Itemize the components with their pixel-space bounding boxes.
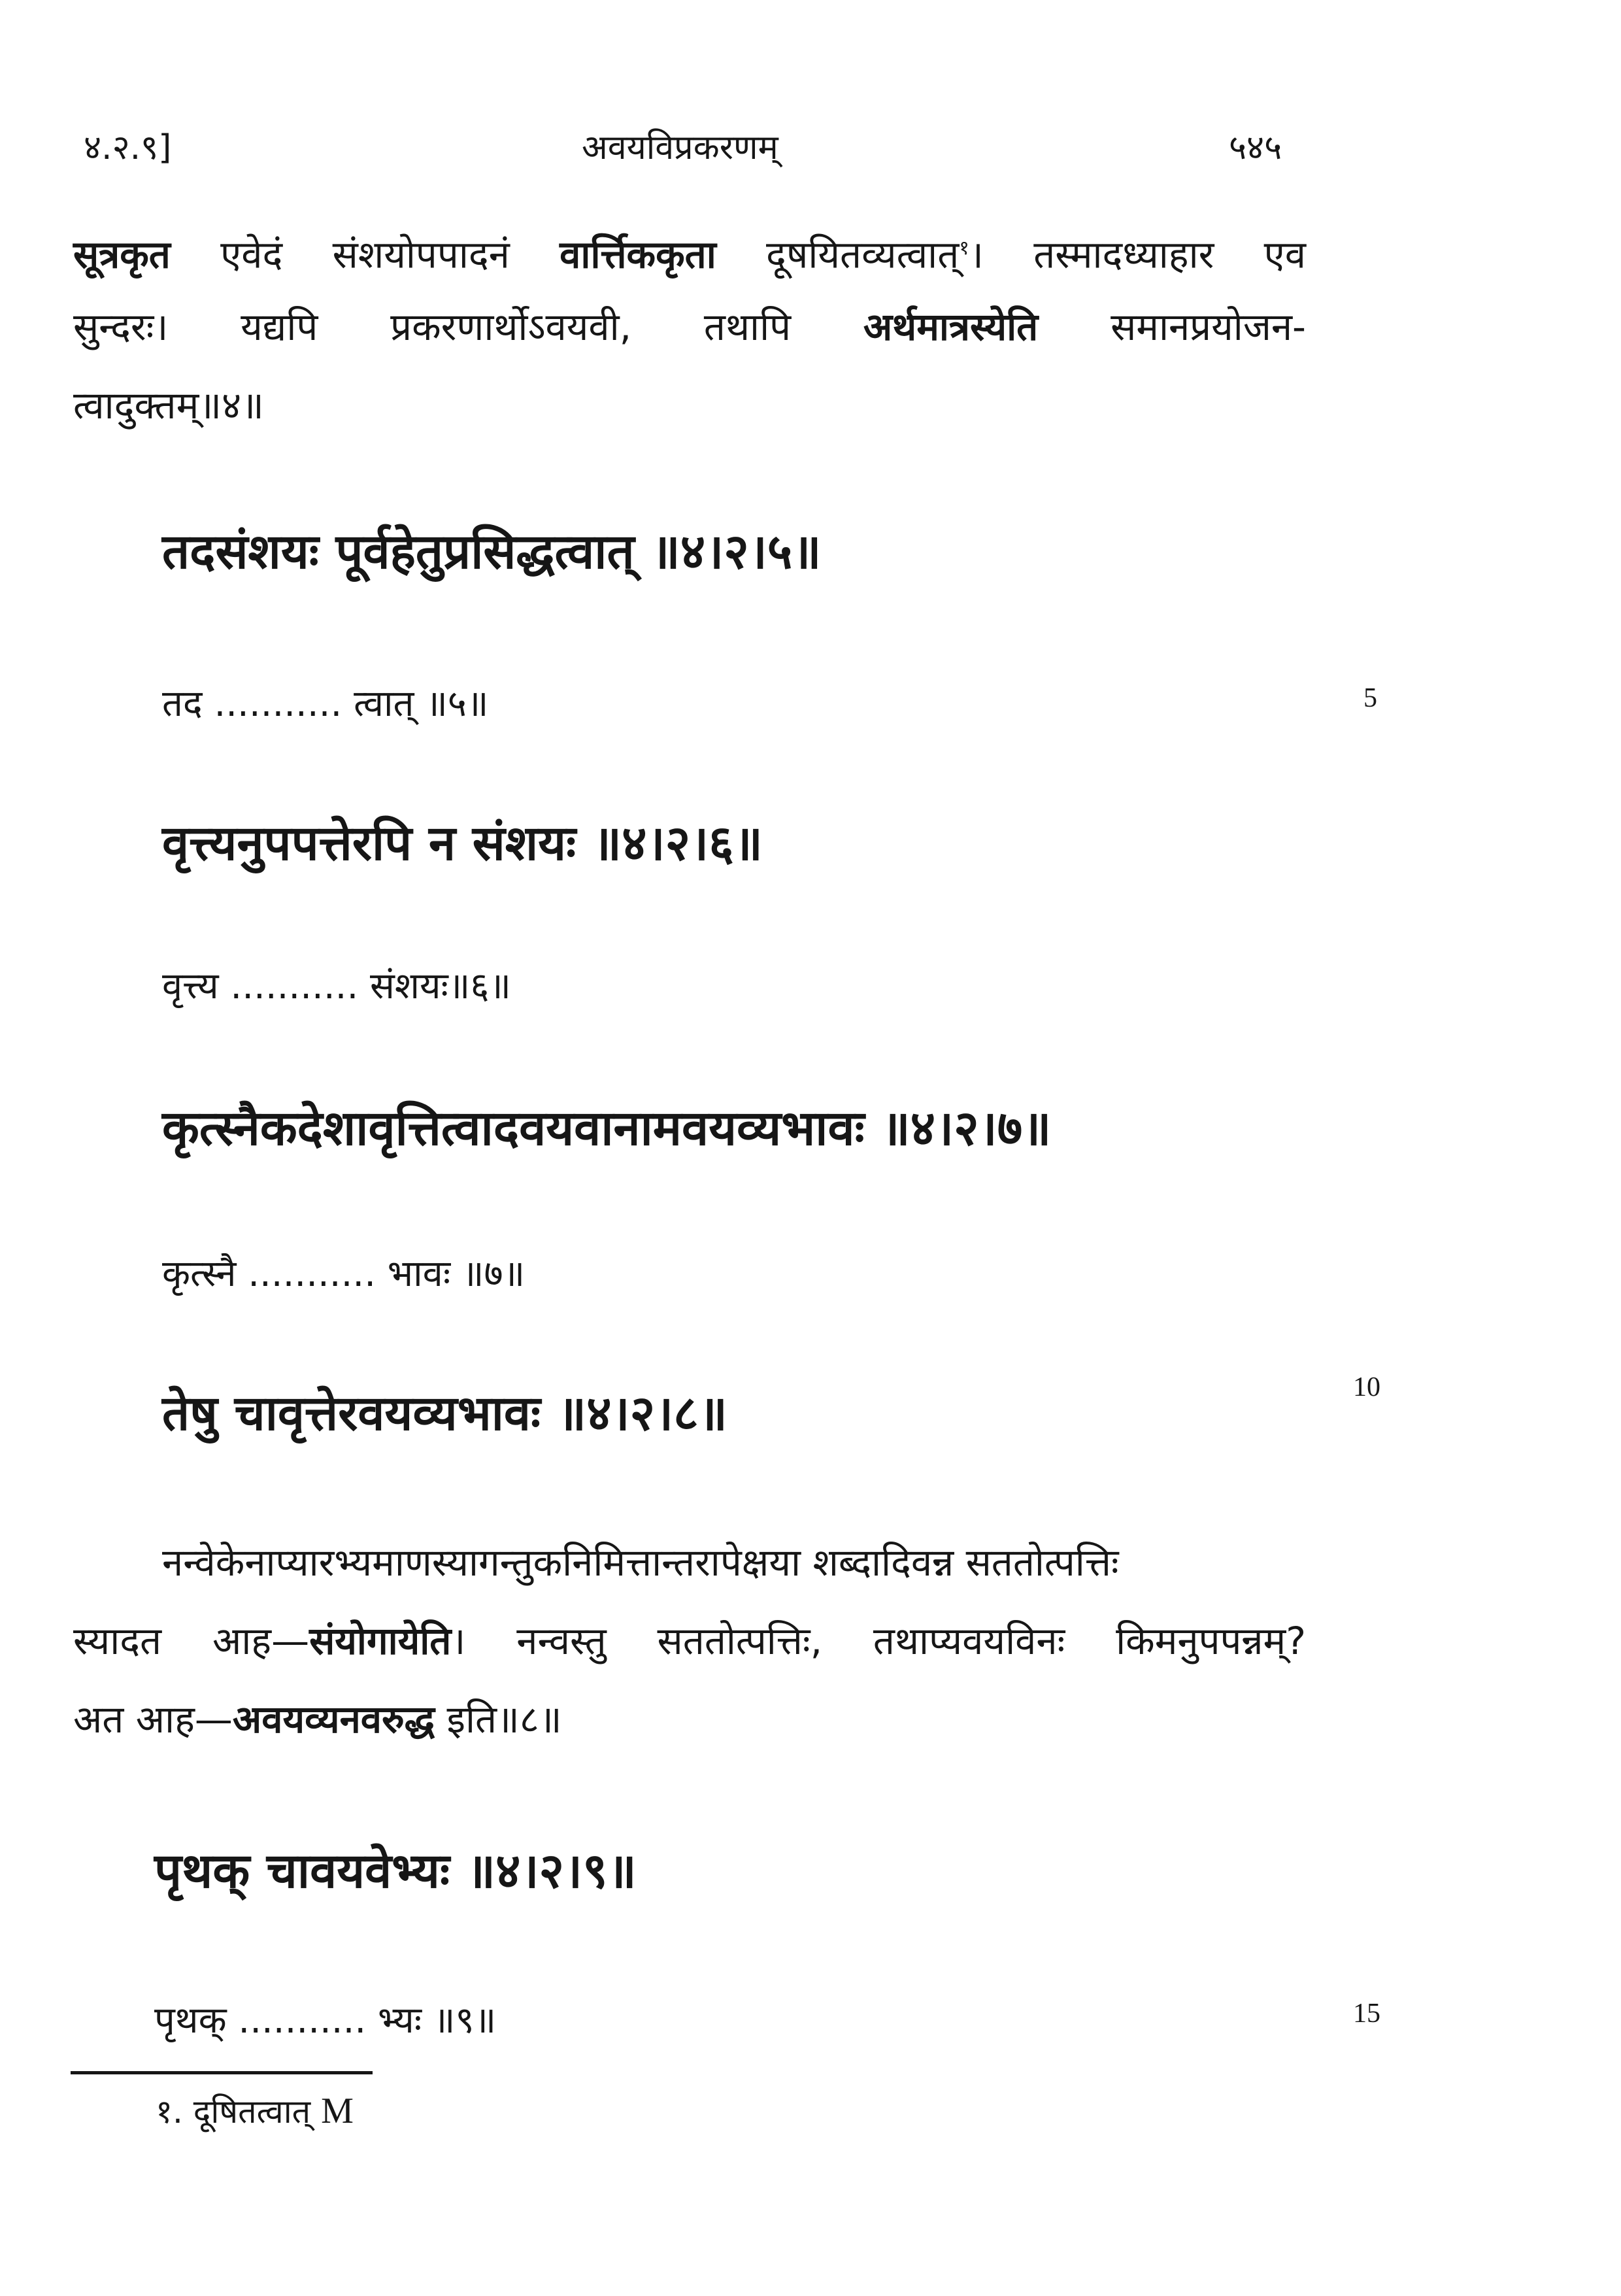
para1-line3: त्वादुक्तम्॥४॥ [73, 383, 264, 428]
para1-line2: सुन्दरः। यद्यपि प्रकरणार्थोऽवयवी, तथापि अर्थमात्रस्येति समानप्रयोजन- [73, 305, 1306, 349]
para1-line1: सूत्रकृत एवेदं संशयोपपादनं वार्त्तिककृता दूषयितव्यत्वात्$^१$। तस्मादध्याहार एव [73, 232, 1306, 277]
term-varttikakrt: वार्त्तिककृता [560, 232, 716, 277]
footnote-rule [71, 2071, 373, 2074]
footnote-ref-1: १ [959, 237, 969, 260]
sutra-4-2-6: वृत्त्यनुपपत्तेरपि न संशयः ॥४।२।६॥ [162, 815, 763, 871]
sutra-4-2-9: पृथक् चावयवेभ्यः ॥४।२।९॥ [154, 1843, 637, 1899]
gloss-5: तद ........... त्वात् ॥५॥ [162, 683, 489, 725]
gloss-9: पृथक् ........... भ्यः ॥९॥ [154, 1999, 497, 2042]
para2-line1: नन्वेकेनाप्यारभ्यमाणस्यागन्तुकनिमित्तान्तरापेक्षया शब्दादिवन्न सततोत्पत्तिः [162, 1540, 1119, 1585]
para2-line2: स्यादत आह—संयोगायेति। नन्वस्तु सततोत्पत्तिः, तथाप्यवयविनः किमनुपपन्नम्? [73, 1619, 1307, 1663]
gloss-7: कृत्स्नै ........... भावः ॥७॥ [162, 1253, 526, 1295]
line-number-15: 15 [1353, 1999, 1380, 2029]
term-sutrakrt: सूत्रकृत [73, 232, 171, 277]
running-head-section: ४.२.९] [84, 128, 172, 167]
gloss-6: वृत्त्य ........... संशयः॥६॥ [162, 965, 511, 1007]
para2-line3: अत आह—अवयव्यनवरुद्ध इति॥८॥ [73, 1697, 562, 1742]
term-avayavyanavaruddha: अवयव्यनवरुद्ध [232, 1697, 435, 1742]
sutra-4-2-8: तेषु चावृत्तेरवयव्यभावः ॥४।२।८॥ [162, 1385, 727, 1442]
sutra-4-2-7: कृत्स्नैकदेशावृत्तित्वादवयवानामवयव्यभावः ॥४।२।७॥ [162, 1100, 1052, 1156]
line-number-5: 5 [1363, 683, 1377, 713]
line-number-10: 10 [1353, 1372, 1380, 1402]
manuscript-siglum: M [321, 2091, 354, 2131]
page-number: ५४५ [1229, 128, 1282, 167]
footnote-1: १. दूषितत्वात् M [156, 2091, 354, 2131]
term-samyogaya: संयोगायेति [309, 1619, 452, 1663]
sutra-4-2-5: तदसंशयः पूर्वहेतुप्रसिद्धत्वात् ॥४।२।५॥ [162, 524, 822, 580]
running-head-title: अवयविप्रकरणम् [582, 128, 778, 167]
term-arthamatrasya: अर्थमात्रस्येति [863, 305, 1039, 349]
